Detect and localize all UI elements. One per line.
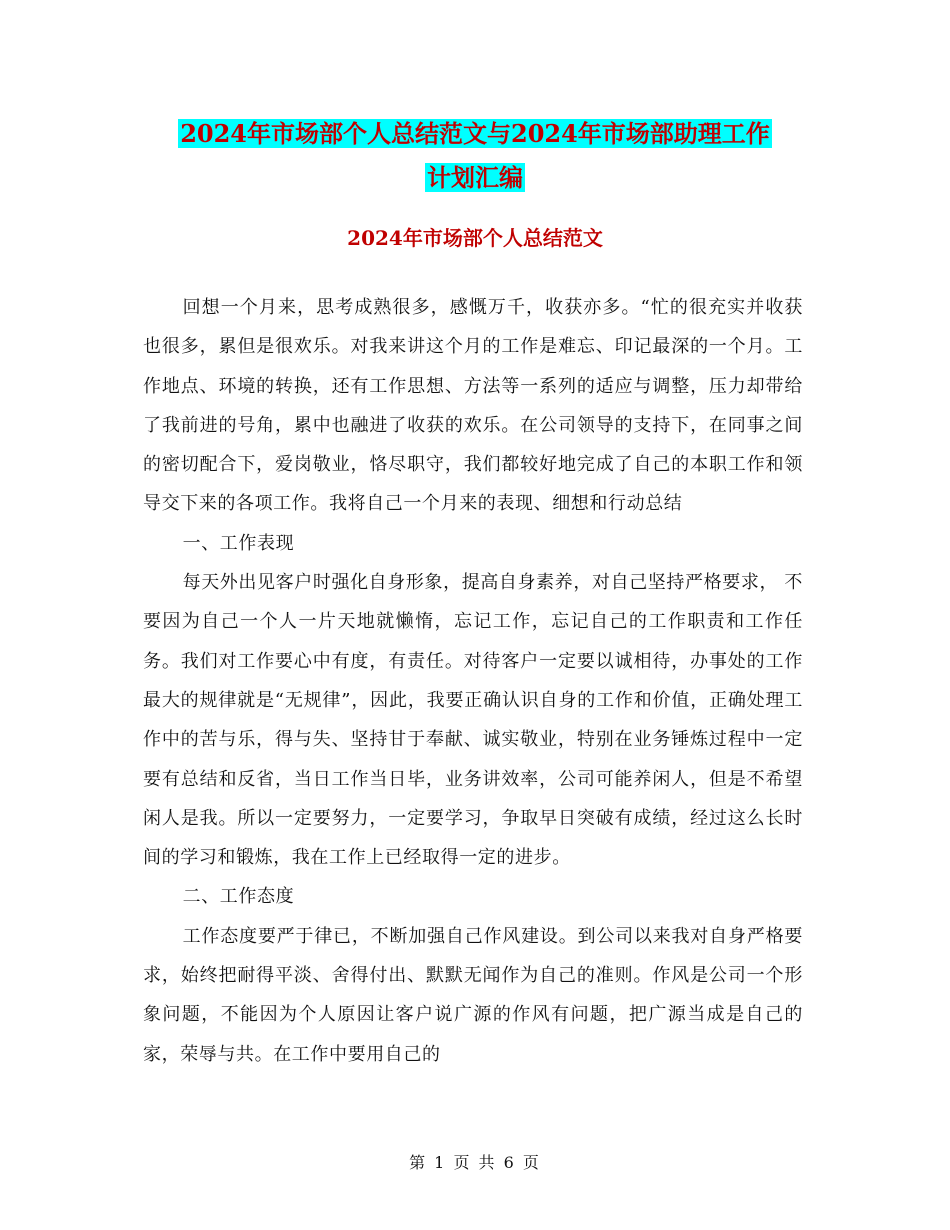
document-title-line1: 2024年市场部个人总结范文与2024年市场部助理工作 [180,119,770,148]
document-title-line2: 计划汇编 [427,163,523,192]
heading-work-attitude: 二、工作态度 [182,886,295,908]
document-body [143,288,803,1074]
heading-work-performance: 一、工作表现 [182,532,295,554]
paragraph-intro: 回想一个月来，思考成熟很多，感慨万千，收获亦多。“忙的很充实并收获也很多，累但是很欢乐。对我来讲这个月的工作是难忘、印记最深的一个月。工作地点、环境的转换，还有工作思想、方法等一系列的适应与调整，压力却带给了我前进的号角，累中也融进了收获的欢乐。在公司领导的支持下，在同事之间的密切配合下，爱岗敬业，恪尽职守，我们都较好地完成了自己的本职工作和领导交下来的各项工作。我将自己一个月来的表现、细想和行动总结 [143,297,803,515]
document-title [140,112,810,200]
paragraph-work-performance: 每天外出见客户时强化自身形象，提高自身素养，对自己坚持严格要求， 不要因为自己一个人一片天地就懒惰，忘记工作，忘记自己的工作职责和工作任务。我们对工作要心中有度，有责任。对待客户一定要以诚相待，办事处的工作最大的规律就是“无规律”，因此，我要正确认识自身的工作和价值，正确处理工作中的苦与乐，得与失、坚持甘于奉献、诚实敬业，特别在业务锤炼过程中一定要有总结和反省，当日工作当日毕，业务讲效率，公司可能养闲人，但是不希望闲人是我。所以一定要努力，一定要学习，争取早日突破有成绩，经过这么长时间的学习和锻炼，我在工作上已经取得一定的进步。 [143,572,803,869]
section-title: 2024年市场部个人总结范文 [347,226,603,250]
page-footer: 第 1 页 共 6 页 [409,1153,541,1172]
paragraph-work-attitude: 工作态度要严于律已，不断加强自己作风建设。到公司以来我对自身严格要求，始终把耐得平淡、舍得付出、默默无闻作为自己的准则。作风是公司一个形象问题，不能因为个人原因让客户说广源的作风有问题，把广源当成是自己的家，荣辱与共。在工作中要用自己的 [143,925,803,1065]
